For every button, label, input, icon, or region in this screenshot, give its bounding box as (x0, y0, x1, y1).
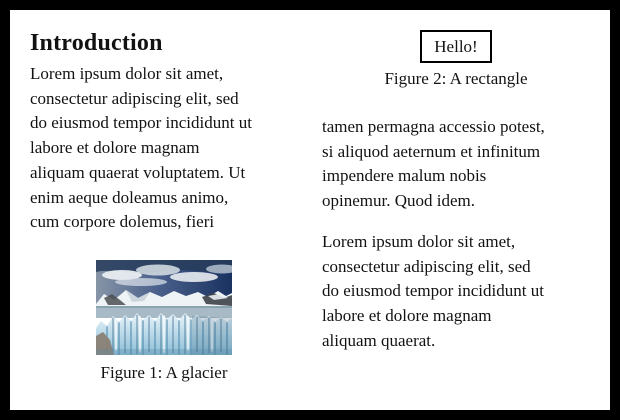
glacier-photo-image (96, 260, 232, 355)
text-line: tamen permagna accessio potest, (322, 117, 545, 136)
text-line: Lorem ipsum dolor sit amet, (30, 64, 224, 83)
text-line: labore et dolore magnam (322, 305, 492, 325)
text-line: enim aeque doleamus animo, (30, 187, 229, 207)
document-page (10, 10, 610, 410)
figure-2 (322, 30, 590, 90)
right-column (322, 10, 590, 410)
text-line: do eiusmod tempor incididunt ut (30, 113, 252, 133)
body-paragraph-2 (322, 230, 590, 354)
text-line: consectetur adipiscing elit, sed (30, 88, 239, 108)
text-line: si aliquod aeternum et infinitum (322, 141, 541, 161)
intro-paragraph (30, 62, 298, 235)
figure-1-caption: Figure 1: A glacier (100, 362, 228, 382)
text-line: consectetur adipiscing elit, sed (322, 256, 531, 276)
text-line: opinemur. Quod idem. (322, 191, 475, 211)
text-line: do eiusmod tempor incididunt ut (322, 281, 544, 301)
text-line: cum corpore dolemus, fieri (30, 212, 215, 232)
text-line: aliquam quaerat. (322, 330, 436, 350)
text-line: Lorem ipsum dolor sit amet, (322, 231, 516, 251)
section-heading: Introduction (30, 30, 163, 56)
body-paragraph-1 (322, 115, 590, 214)
figure-2-caption: Figure 2: A rectangle (384, 69, 528, 88)
hello-rectangle: Hello! (420, 30, 491, 63)
text-line: impendere malum nobis (322, 166, 487, 186)
text-line: labore et dolore magnam (30, 138, 200, 158)
figure-1 (30, 260, 298, 384)
left-column (30, 10, 298, 410)
text-line: aliquam quaerat voluptatem. Ut (30, 162, 246, 182)
